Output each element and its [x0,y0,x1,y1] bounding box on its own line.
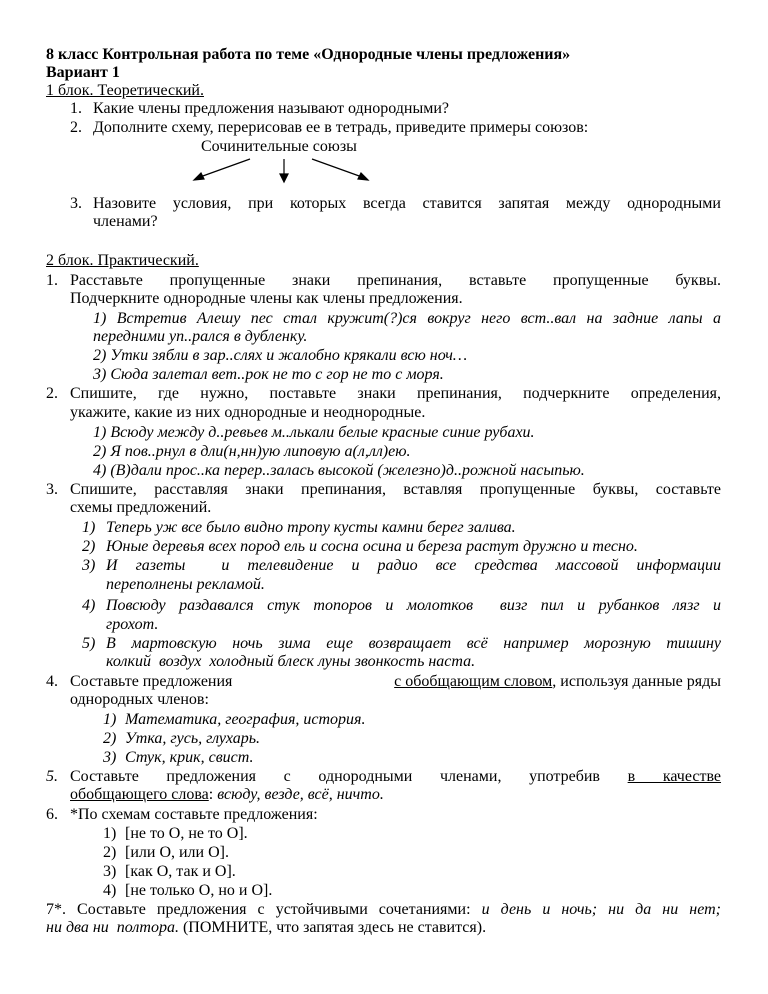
t4-item2-number: 2) [103,730,117,747]
t1-sentence3: 3) Сюда залетал вет..рок не то с гор не то с моря. [93,366,444,383]
t3-item3-number: 3) [82,557,96,574]
diagram-label: Сочинительные союзы [201,138,357,155]
t7-text-pre: 7*. Составьте предложения с устойчивыми сочетаниями: [46,901,471,918]
arrow-right [312,159,362,177]
q1-number: 1. [70,100,82,117]
t5-underlined-2: обобщающего слова [70,786,209,803]
t3-item2-text: Юные деревья всех пород ель и сосна осина и береза растут дружно и тесно. [106,538,638,555]
t6-item2-number: 2) [103,844,117,861]
t5-underlined-1: в качестве [627,768,722,785]
t3-item3-line1: И газеты и телевидение и радио все средства массовой информации [106,557,721,574]
page-title: 8 класс Контрольная работа по теме «Однородные члены предложения» [46,46,571,63]
t3-item5-line2: колкий воздух холодный блеск луны звонкость наста. [106,653,476,670]
t3-item4-number: 4) [82,597,96,614]
t6-item3-text: [как О, так и О]. [125,863,236,880]
t4-underlined: с обобщающим словом [394,673,553,690]
t3-number: 3. [46,481,58,498]
t2-sentence4: 4) (В)дали прос..ка перер..залась высокой (железно)д..рожной насыпью. [93,462,585,479]
t4-number: 4. [46,673,58,690]
t1-line1: Расставьте пропущенные знаки препинания, вставьте пропущенные буквы. [70,272,721,289]
t3-item1-text: Теперь уж все было видно тропу кусты камни берег залива. [106,519,516,536]
q3-line1: Назовите условия, при которых всегда ставится запятая между однородными [93,195,721,212]
t3-item2-number: 2) [82,538,96,555]
t6-item4-number: 4) [103,882,117,899]
t5-line2 [70,786,384,804]
t4-item1-text: Математика, география, история. [125,711,366,728]
t2-sentence2: 2) Я пов..рнул в дли(н,нн)ую липовую а(л,лл)ею. [93,443,411,460]
t7-line2 [46,919,486,937]
t2-number: 2. [46,385,58,402]
arrow-left-head [194,173,204,180]
t5-number: 5. [46,768,58,785]
block2-heading: 2 блок. Практический. [46,252,199,269]
t3-item1-number: 1) [82,519,96,536]
q3-line2: членами? [93,213,158,230]
t2-line2: укажите, какие из них однородные и неоднородные. [70,404,426,421]
t7-italic-1: и день и ночь; ни да ни нет; [481,901,722,918]
t6-item4-text: [не только О, но и О]. [125,882,273,899]
t5-words: всюду, везде, всё, ничто. [213,786,384,803]
t6-number: 6. [46,806,58,823]
q3-number: 3. [70,195,82,212]
arrow-left [200,159,250,177]
t7-italic-2: ни два ни полтора. [46,919,179,936]
t3-item5-number: 5) [82,635,96,652]
t4-text-pre: Составьте предложения [70,673,233,690]
block1-heading: 1 блок. Теоретический. [46,82,204,99]
variant-label: Вариант 1 [46,64,120,81]
t5-line1 [70,768,721,786]
t3-line1: Спишите, расставляя знаки препинания, вставляя пропущенные буквы, составьте [70,481,721,498]
t2-line1: Спишите, где нужно, поставьте знаки препинания, подчеркните определения, [70,385,721,402]
arrow-center-head [280,174,288,182]
t6-text: *По схемам составьте предложения: [70,806,318,823]
q2-text: Дополните схему, перерисовав ее в тетрадь, приведите примеры союзов: [93,119,589,136]
t6-item3-number: 3) [103,863,117,880]
t3-line2: схемы предложений. [70,499,212,516]
t3-item4-line2: грохот. [106,616,159,633]
t4-item3-number: 3) [103,749,117,766]
t7-line1 [46,901,721,919]
t3-item5-line1: В мартовскую ночь зима еще возвращает всё например морозную тишину [106,635,721,652]
t5-colon: : [208,786,214,803]
q2-number: 2. [70,119,82,136]
t3-item4-line1: Повсюду раздавался стук топоров и молотков визг пил и рубанков лязг и [106,597,721,614]
t4-item1-number: 1) [103,711,117,728]
t6-item2-text: [или О, или О]. [125,844,229,861]
t1-line2: Подчеркните однородные члены как члены предложения. [70,290,463,307]
t1-number: 1. [46,272,58,289]
t6-item1-number: 1) [103,825,117,842]
arrow-right-head [358,173,368,180]
t1-sentence1-a: 1) Встретив Алешу пес стал кружит(?)ся вокруг него вст..вал на задние лапы а [93,310,721,327]
diagram-arrows [190,155,380,185]
t4-text-post: , используя данные ряды [552,673,721,690]
t7-text-post: (ПОМНИТЕ, что запятая здесь не ставится). [178,919,487,936]
t5-text-pre: Составьте предложения с однородными членами, употребив [70,768,600,785]
t1-sentence1-b: передними уп..рался в дубленку. [93,328,308,345]
t2-sentence1: 1) Всюду между д..ревьев м..лькали белые красные синие рубахи. [93,424,535,441]
t4-item3-text: Стук, крик, свист. [125,749,254,766]
t1-sentence2: 2) Утки зябли в зар..слях и жалобно крякали всю ноч… [93,347,468,364]
t4-line2: однородных членов: [70,691,209,708]
q1-text: Какие члены предложения называют однородными? [93,100,449,117]
t4-item2-text: Утка, гусь, глухарь. [125,730,260,747]
t4-line1 [70,673,721,691]
t6-item1-text: [не то О, не то О]. [125,825,248,842]
t3-item3-line2: переполнены рекламой. [106,576,265,593]
